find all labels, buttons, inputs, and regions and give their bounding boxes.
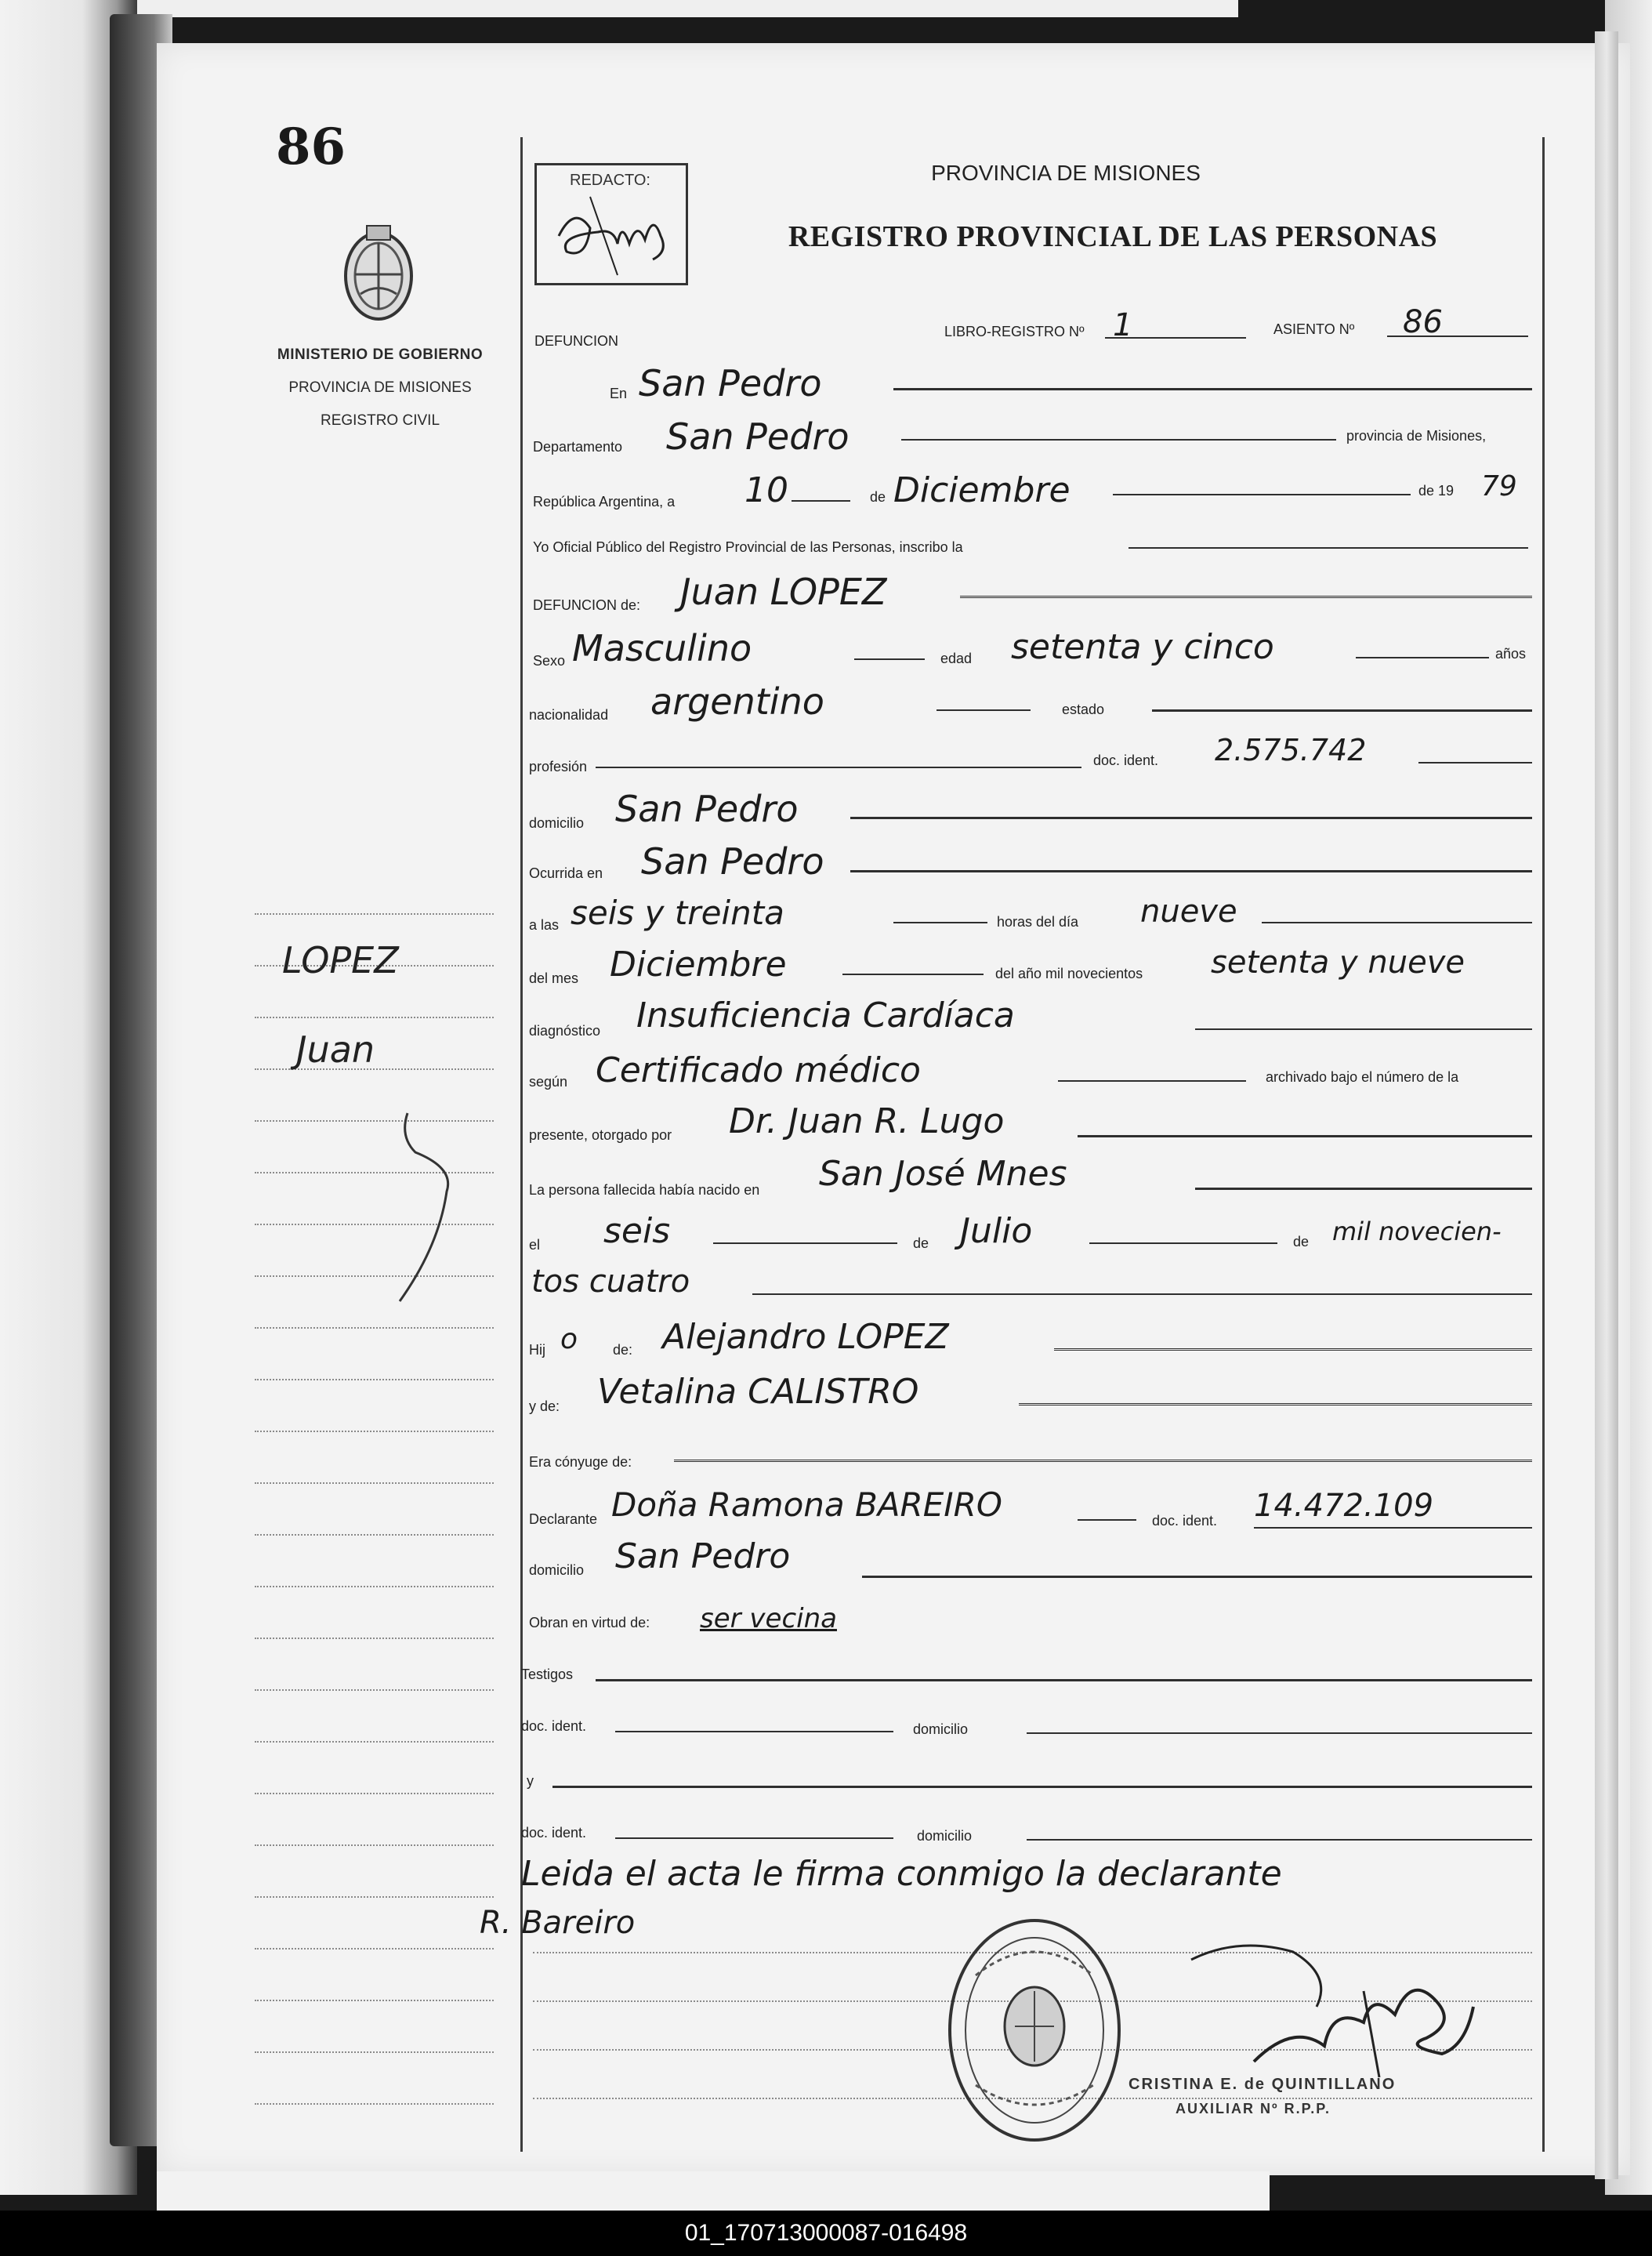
doc-ident-line xyxy=(1418,762,1532,763)
oficial-line xyxy=(1129,547,1528,549)
t2-doc-line xyxy=(615,1837,893,1839)
asiento-label: ASIENTO Nº xyxy=(1273,321,1355,337)
nacionalidad-label: nacionalidad xyxy=(529,707,609,723)
ocurrida-value: San Pedro xyxy=(641,840,824,883)
year-suffix: 79 xyxy=(1481,470,1517,502)
edad-value: setenta y cinco xyxy=(1011,627,1274,667)
anos-label: años xyxy=(1495,646,1527,662)
libro-label: LIBRO-REGISTRO Nº xyxy=(944,324,1085,339)
nacido-value: San José Mnes xyxy=(819,1154,1067,1194)
de-year-label: de 19 xyxy=(1418,483,1455,499)
en-line xyxy=(893,388,1532,390)
defuncion-de-label: DEFUNCION de: xyxy=(533,597,641,613)
de-label: de xyxy=(870,489,886,505)
en-label: En xyxy=(610,386,628,401)
margin-ruled-line xyxy=(255,1327,494,1329)
archivado-label: archivado bajo el número de la xyxy=(1266,1069,1459,1085)
nac-day: seis xyxy=(603,1211,671,1251)
margin-ruled-line xyxy=(255,1586,494,1587)
official-signature xyxy=(1176,1928,1489,2085)
declarant-signature: R. Bareiro xyxy=(480,1905,636,1941)
t2-doc-label: doc. ident. xyxy=(521,1825,587,1841)
closing-text: Leida el acta le firma conmigo la declarante xyxy=(521,1854,1282,1894)
hij-suffix: o xyxy=(560,1323,578,1355)
nacido-label: La persona fallecida había nacido en xyxy=(529,1182,760,1198)
margin-divider xyxy=(520,137,523,2152)
page-edge xyxy=(1595,31,1618,2179)
margin-ruled-line xyxy=(255,913,494,915)
segun-label: según xyxy=(529,1074,568,1090)
horas-label: horas del día xyxy=(997,914,1079,930)
y-line xyxy=(552,1786,1532,1788)
domicilio-value: San Pedro xyxy=(615,788,799,830)
margin-ruled-line xyxy=(255,1534,494,1536)
redacto-box xyxy=(534,163,688,285)
sexo-line xyxy=(854,658,925,660)
nac-day-line xyxy=(713,1242,897,1244)
sexo-value: Masculino xyxy=(572,627,752,669)
decl-doc-label: doc. ident. xyxy=(1152,1513,1218,1529)
presente-label: presente, otorgado por xyxy=(529,1127,672,1143)
t1-dom-label: domicilio xyxy=(913,1721,969,1737)
ocurrida-line xyxy=(850,870,1532,872)
departamento-label: Departamento xyxy=(533,439,623,455)
oficial-text: Yo Oficial Público del Registro Provincial de las Personas, inscribo la xyxy=(533,539,963,555)
nacionalidad-value: argentino xyxy=(650,680,824,723)
en-value: San Pedro xyxy=(639,362,822,404)
ocurrida-label: Ocurrida en xyxy=(529,865,603,881)
hij-label: Hij xyxy=(529,1342,545,1358)
margin-ruled-line xyxy=(255,1017,494,1018)
dia-value: nueve xyxy=(1140,894,1237,930)
margin-ruled-line xyxy=(255,1741,494,1743)
page-number: 86 xyxy=(276,118,346,176)
edad-line xyxy=(1356,657,1489,658)
edad-label: edad xyxy=(940,651,973,666)
diagnostico-label: diagnóstico xyxy=(529,1023,601,1039)
margin-ruled-line xyxy=(255,2051,494,2053)
t2-dom-line xyxy=(1027,1839,1532,1841)
obran-value: ser vecina xyxy=(700,1603,837,1634)
ministry-province: PROVINCIA DE MISIONES xyxy=(288,379,472,396)
margin-ruled-line xyxy=(255,1689,494,1691)
scan-bottom-band xyxy=(157,2171,1270,2211)
stamp-name: CRISTINA E. de QUINTILLANO xyxy=(1129,2076,1397,2093)
asiento-value: 86 xyxy=(1403,304,1443,340)
day-value: 10 xyxy=(744,470,788,510)
scan-file-id: 01_170713000087-016498 xyxy=(0,2211,1652,2256)
t1-doc-line xyxy=(615,1731,893,1732)
nac-de-label: de xyxy=(913,1235,929,1251)
mother-line xyxy=(1019,1403,1532,1409)
del-mes-label: del mes xyxy=(529,970,579,986)
margin-ruled-line xyxy=(255,1482,494,1484)
decl-domicilio-line xyxy=(862,1576,1532,1578)
mes-line xyxy=(842,974,984,975)
nac-year-line xyxy=(752,1293,1532,1295)
mes-value: Diciembre xyxy=(610,945,787,985)
estado-line xyxy=(1152,709,1532,712)
margin-ruled-line xyxy=(255,1793,494,1794)
hij-de-label: de: xyxy=(613,1342,633,1358)
declarante-label: Declarante xyxy=(529,1511,598,1527)
nacido-line xyxy=(1195,1188,1532,1190)
otorgado-line xyxy=(1078,1135,1532,1137)
conyuge-label: Era cónyuge de: xyxy=(529,1454,632,1470)
conyuge-line xyxy=(674,1460,1532,1465)
mother-name: Vetalina CALISTRO xyxy=(597,1372,919,1412)
departamento-value: San Pedro xyxy=(666,415,850,458)
margin-given-name: Juan xyxy=(296,1028,375,1071)
decl-domicilio-value: San Pedro xyxy=(615,1536,791,1576)
decl-domicilio-label: domicilio xyxy=(529,1562,585,1578)
nac-year-a: mil novecien- xyxy=(1332,1217,1502,1246)
doc-ident-value: 2.575.742 xyxy=(1215,733,1367,767)
margin-ruled-line xyxy=(255,1638,494,1639)
y-label: y xyxy=(527,1773,534,1789)
diagnostico-value: Insuficiencia Cardíaca xyxy=(636,996,1015,1036)
testigos-label: Testigos xyxy=(521,1667,574,1682)
segun-line xyxy=(1058,1080,1246,1082)
obran-label: Obran en virtud de: xyxy=(529,1615,650,1630)
t1-dom-line xyxy=(1027,1732,1532,1734)
declarante-value: Doña Ramona BAREIRO xyxy=(611,1485,1002,1524)
sexo-label: Sexo xyxy=(533,653,566,669)
father-line xyxy=(1054,1348,1532,1354)
margin-ruled-line xyxy=(255,1431,494,1432)
margin-ruled-line xyxy=(255,1844,494,1846)
ministry-block xyxy=(259,346,502,430)
provincia-misiones: provincia de Misiones, xyxy=(1346,428,1487,444)
asiento-line xyxy=(1387,335,1528,337)
domicilio-line xyxy=(850,817,1532,819)
testigos-line xyxy=(596,1679,1532,1681)
ano-value: setenta y nueve xyxy=(1211,945,1465,981)
profesion-label: profesión xyxy=(529,759,588,774)
deceased-name: Juan LOPEZ xyxy=(680,571,887,613)
official-seal-icon xyxy=(944,1913,1125,2148)
segun-value: Certificado médico xyxy=(596,1050,921,1090)
decl-doc-value: 14.472.109 xyxy=(1254,1488,1434,1524)
decl-doc-line xyxy=(1254,1527,1532,1529)
redacto-label: REDACTO: xyxy=(570,172,650,189)
record-type: DEFUNCION xyxy=(534,333,618,349)
scan-top-edge xyxy=(0,0,1238,17)
doc-ident-label: doc. ident. xyxy=(1093,753,1159,768)
declarante-line xyxy=(1078,1519,1136,1521)
month-line xyxy=(1113,494,1411,495)
t2-dom-label: domicilio xyxy=(917,1828,973,1844)
diagnostico-line xyxy=(1195,1028,1532,1030)
t1-doc-label: doc. ident. xyxy=(521,1718,587,1734)
estado-label: estado xyxy=(1062,702,1105,717)
el-label: el xyxy=(529,1237,541,1253)
nacionalidad-line xyxy=(936,709,1031,711)
ministry-registry: REGISTRO CIVIL xyxy=(320,412,440,429)
month-value: Diciembre xyxy=(893,470,1071,510)
margin-ruled-line xyxy=(255,1896,494,1898)
margin-ruled-line xyxy=(255,2000,494,2001)
stamp-role: AUXILIAR Nº R.P.P. xyxy=(1176,2101,1331,2116)
profesion-line xyxy=(596,767,1081,768)
domicilio-label: domicilio xyxy=(529,815,585,831)
father-name: Alejandro LOPEZ xyxy=(662,1317,949,1357)
otorgado-value: Dr. Juan R. Lugo xyxy=(729,1101,1005,1141)
a-las-line xyxy=(893,922,987,923)
a-las-label: a las xyxy=(529,917,560,933)
departamento-line xyxy=(901,439,1336,441)
deceased-line xyxy=(960,596,1532,601)
provincial-crest-icon xyxy=(335,219,422,329)
a-las-value: seis y treinta xyxy=(571,894,784,932)
libro-value: 1 xyxy=(1113,307,1133,343)
nac-year-b: tos cuatro xyxy=(531,1264,690,1300)
redacto-signature xyxy=(543,189,680,279)
del-ano-label: del año mil novecientos xyxy=(995,966,1143,981)
dia-line xyxy=(1262,922,1532,923)
nac-month-line xyxy=(1089,1242,1277,1244)
nac-de2-label: de xyxy=(1293,1234,1310,1250)
margin-bracket-mark xyxy=(392,1105,470,1309)
margin-ruled-line xyxy=(255,1379,494,1380)
margin-ruled-line xyxy=(255,1948,494,1950)
margin-ruled-line xyxy=(255,2103,494,2105)
nac-month: Julio xyxy=(960,1211,1033,1251)
margin-surname: LOPEZ xyxy=(282,939,399,981)
header-province: PROVINCIA DE MISIONES xyxy=(931,161,1201,185)
y-de-label: y de: xyxy=(529,1398,560,1414)
right-border xyxy=(1542,137,1545,2152)
day-line xyxy=(792,500,850,502)
libro-line xyxy=(1105,337,1246,339)
registry-title: REGISTRO PROVINCIAL DE LAS PERSONAS xyxy=(788,220,1438,253)
ministry-name: MINISTERIO DE GOBIERNO xyxy=(277,346,484,363)
republica-label: República Argentina, a xyxy=(533,494,676,510)
